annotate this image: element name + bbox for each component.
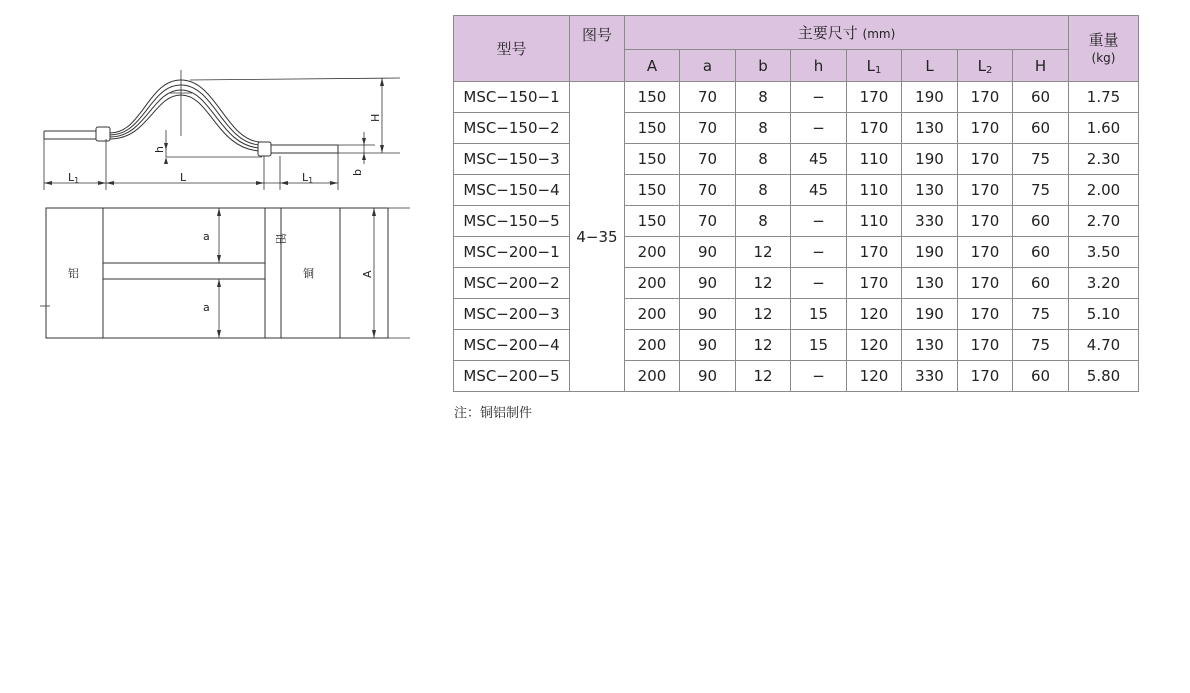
cell-L1: 110 [847, 144, 902, 175]
cell-model: MSC−150−4 [454, 175, 570, 206]
cell-a: 70 [680, 206, 736, 237]
header-H: H [1013, 50, 1069, 82]
cell-weight: 3.50 [1069, 237, 1139, 268]
cell-L: 190 [902, 144, 958, 175]
cell-L1: 110 [847, 175, 902, 206]
cell-L2: 170 [958, 299, 1013, 330]
cell-A: 150 [625, 144, 680, 175]
cell-a: 70 [680, 113, 736, 144]
cell-L2: 170 [958, 268, 1013, 299]
cell-L1: 170 [847, 82, 902, 113]
header-A: A [625, 50, 680, 82]
cell-L: 130 [902, 113, 958, 144]
cell-model: MSC−150−1 [454, 82, 570, 113]
cell-model: MSC−200−1 [454, 237, 570, 268]
cell-a: 90 [680, 237, 736, 268]
cell-a: 90 [680, 330, 736, 361]
table-row [454, 82, 1139, 113]
cell-a: 70 [680, 82, 736, 113]
cell-A: 150 [625, 206, 680, 237]
cell-L: 130 [902, 330, 958, 361]
table-row [454, 330, 1139, 361]
cell-a: 70 [680, 175, 736, 206]
cell-A: 150 [625, 175, 680, 206]
header-L2: $L_2$ [958, 50, 1013, 82]
cell-L2: 170 [958, 330, 1013, 361]
cell-h: 15 [791, 330, 847, 361]
cell-h: 15 [791, 299, 847, 330]
cell-H: 60 [1013, 113, 1069, 144]
cell-weight: 2.00 [1069, 175, 1139, 206]
cell-b: 12 [736, 330, 791, 361]
cell-H: 60 [1013, 361, 1069, 392]
cell-L2: 170 [958, 206, 1013, 237]
cell-A: 200 [625, 299, 680, 330]
cell-h: − [791, 361, 847, 392]
table-row [454, 361, 1139, 392]
header-main-dims: 主要尺寸 (mm) [625, 16, 1069, 50]
cell-h: 45 [791, 144, 847, 175]
cell-a: 90 [680, 299, 736, 330]
table-row [454, 268, 1139, 299]
cell-b: 8 [736, 175, 791, 206]
cell-b: 12 [736, 268, 791, 299]
header-weight: 重量 (kg) [1069, 16, 1139, 82]
cell-weight: 3.20 [1069, 268, 1139, 299]
table-row [454, 144, 1139, 175]
header-b: b [736, 50, 791, 82]
cell-b: 8 [736, 206, 791, 237]
dim-label-A: A [361, 270, 374, 278]
cell-model: MSC−150−3 [454, 144, 570, 175]
table-row [454, 206, 1139, 237]
cell-H: 75 [1013, 330, 1069, 361]
cell-weight: 1.60 [1069, 113, 1139, 144]
material-label-copper: 铜 [303, 267, 314, 280]
cell-model: MSC−200−4 [454, 330, 570, 361]
cell-model: MSC−200−5 [454, 361, 570, 392]
cell-weight: 1.75 [1069, 82, 1139, 113]
header-a: a [680, 50, 736, 82]
cell-A: 150 [625, 113, 680, 144]
cell-A: 200 [625, 330, 680, 361]
cell-b: 12 [736, 299, 791, 330]
header-L: L [902, 50, 958, 82]
cell-L1: 170 [847, 237, 902, 268]
cell-model: MSC−200−3 [454, 299, 570, 330]
cell-model: MSC−150−2 [454, 113, 570, 144]
header-L1: $L_1$ [847, 50, 902, 82]
cell-H: 75 [1013, 175, 1069, 206]
cell-L1: 170 [847, 113, 902, 144]
material-label-aluminum-tab: 铝 [274, 233, 287, 244]
cell-L: 130 [902, 175, 958, 206]
cell-b: 12 [736, 361, 791, 392]
cell-L2: 170 [958, 175, 1013, 206]
cell-L1: 110 [847, 206, 902, 237]
cell-L: 190 [902, 237, 958, 268]
cell-h: − [791, 82, 847, 113]
cell-h: − [791, 113, 847, 144]
cell-H: 60 [1013, 268, 1069, 299]
cell-model: MSC−200−2 [454, 268, 570, 299]
dim-label-l1-left: L1 [68, 171, 80, 185]
header-h: h [791, 50, 847, 82]
header-figure-no: 图号 [570, 16, 625, 82]
cell-L: 190 [902, 299, 958, 330]
cell-L2: 170 [958, 82, 1013, 113]
cell-a: 70 [680, 144, 736, 175]
cell-b: 8 [736, 113, 791, 144]
cell-a: 90 [680, 361, 736, 392]
cell-L2: 170 [958, 361, 1013, 392]
cell-H: 60 [1013, 82, 1069, 113]
cell-weight: 2.70 [1069, 206, 1139, 237]
table-row [454, 237, 1139, 268]
cell-weight: 5.10 [1069, 299, 1139, 330]
table-row [454, 175, 1139, 206]
cell-h: − [791, 206, 847, 237]
technical-drawing [30, 60, 410, 350]
cell-L: 130 [902, 268, 958, 299]
cell-A: 150 [625, 82, 680, 113]
cell-L: 330 [902, 206, 958, 237]
cell-L1: 170 [847, 268, 902, 299]
cell-H: 75 [1013, 144, 1069, 175]
cell-L1: 120 [847, 361, 902, 392]
cell-h: − [791, 268, 847, 299]
dim-label-l: L [180, 171, 187, 184]
cell-L: 190 [902, 82, 958, 113]
cell-h: − [791, 237, 847, 268]
material-label-aluminum: 铝 [68, 267, 79, 280]
cell-b: 8 [736, 144, 791, 175]
cell-A: 200 [625, 361, 680, 392]
dim-label-l1-right: L1 [302, 171, 314, 185]
cell-b: 12 [736, 237, 791, 268]
footnote: 注：铜铝制件 [454, 406, 533, 421]
cell-weight: 4.70 [1069, 330, 1139, 361]
table-row [454, 113, 1139, 144]
cell-L2: 170 [958, 237, 1013, 268]
dim-label-h: h [153, 146, 166, 153]
cell-L2: 170 [958, 113, 1013, 144]
cell-H: 60 [1013, 206, 1069, 237]
cell-model: MSC−150−5 [454, 206, 570, 237]
cell-weight: 5.80 [1069, 361, 1139, 392]
dim-label-b: b [351, 169, 364, 176]
cell-L1: 120 [847, 299, 902, 330]
cell-L: 330 [902, 361, 958, 392]
cell-figure-no: 4−35 [570, 82, 625, 392]
spec-table [453, 15, 1139, 392]
cell-h: 45 [791, 175, 847, 206]
cell-b: 8 [736, 82, 791, 113]
cell-weight: 2.30 [1069, 144, 1139, 175]
header-model: 型号 [454, 16, 570, 82]
cell-L2: 170 [958, 144, 1013, 175]
cell-H: 75 [1013, 299, 1069, 330]
table-row [454, 299, 1139, 330]
dim-label-H: H [369, 113, 382, 122]
cell-L1: 120 [847, 330, 902, 361]
cell-A: 200 [625, 237, 680, 268]
cell-H: 60 [1013, 237, 1069, 268]
cell-A: 200 [625, 268, 680, 299]
dim-label-a-bottom: a [203, 301, 210, 314]
dim-label-a-top: a [203, 230, 210, 243]
cell-a: 90 [680, 268, 736, 299]
